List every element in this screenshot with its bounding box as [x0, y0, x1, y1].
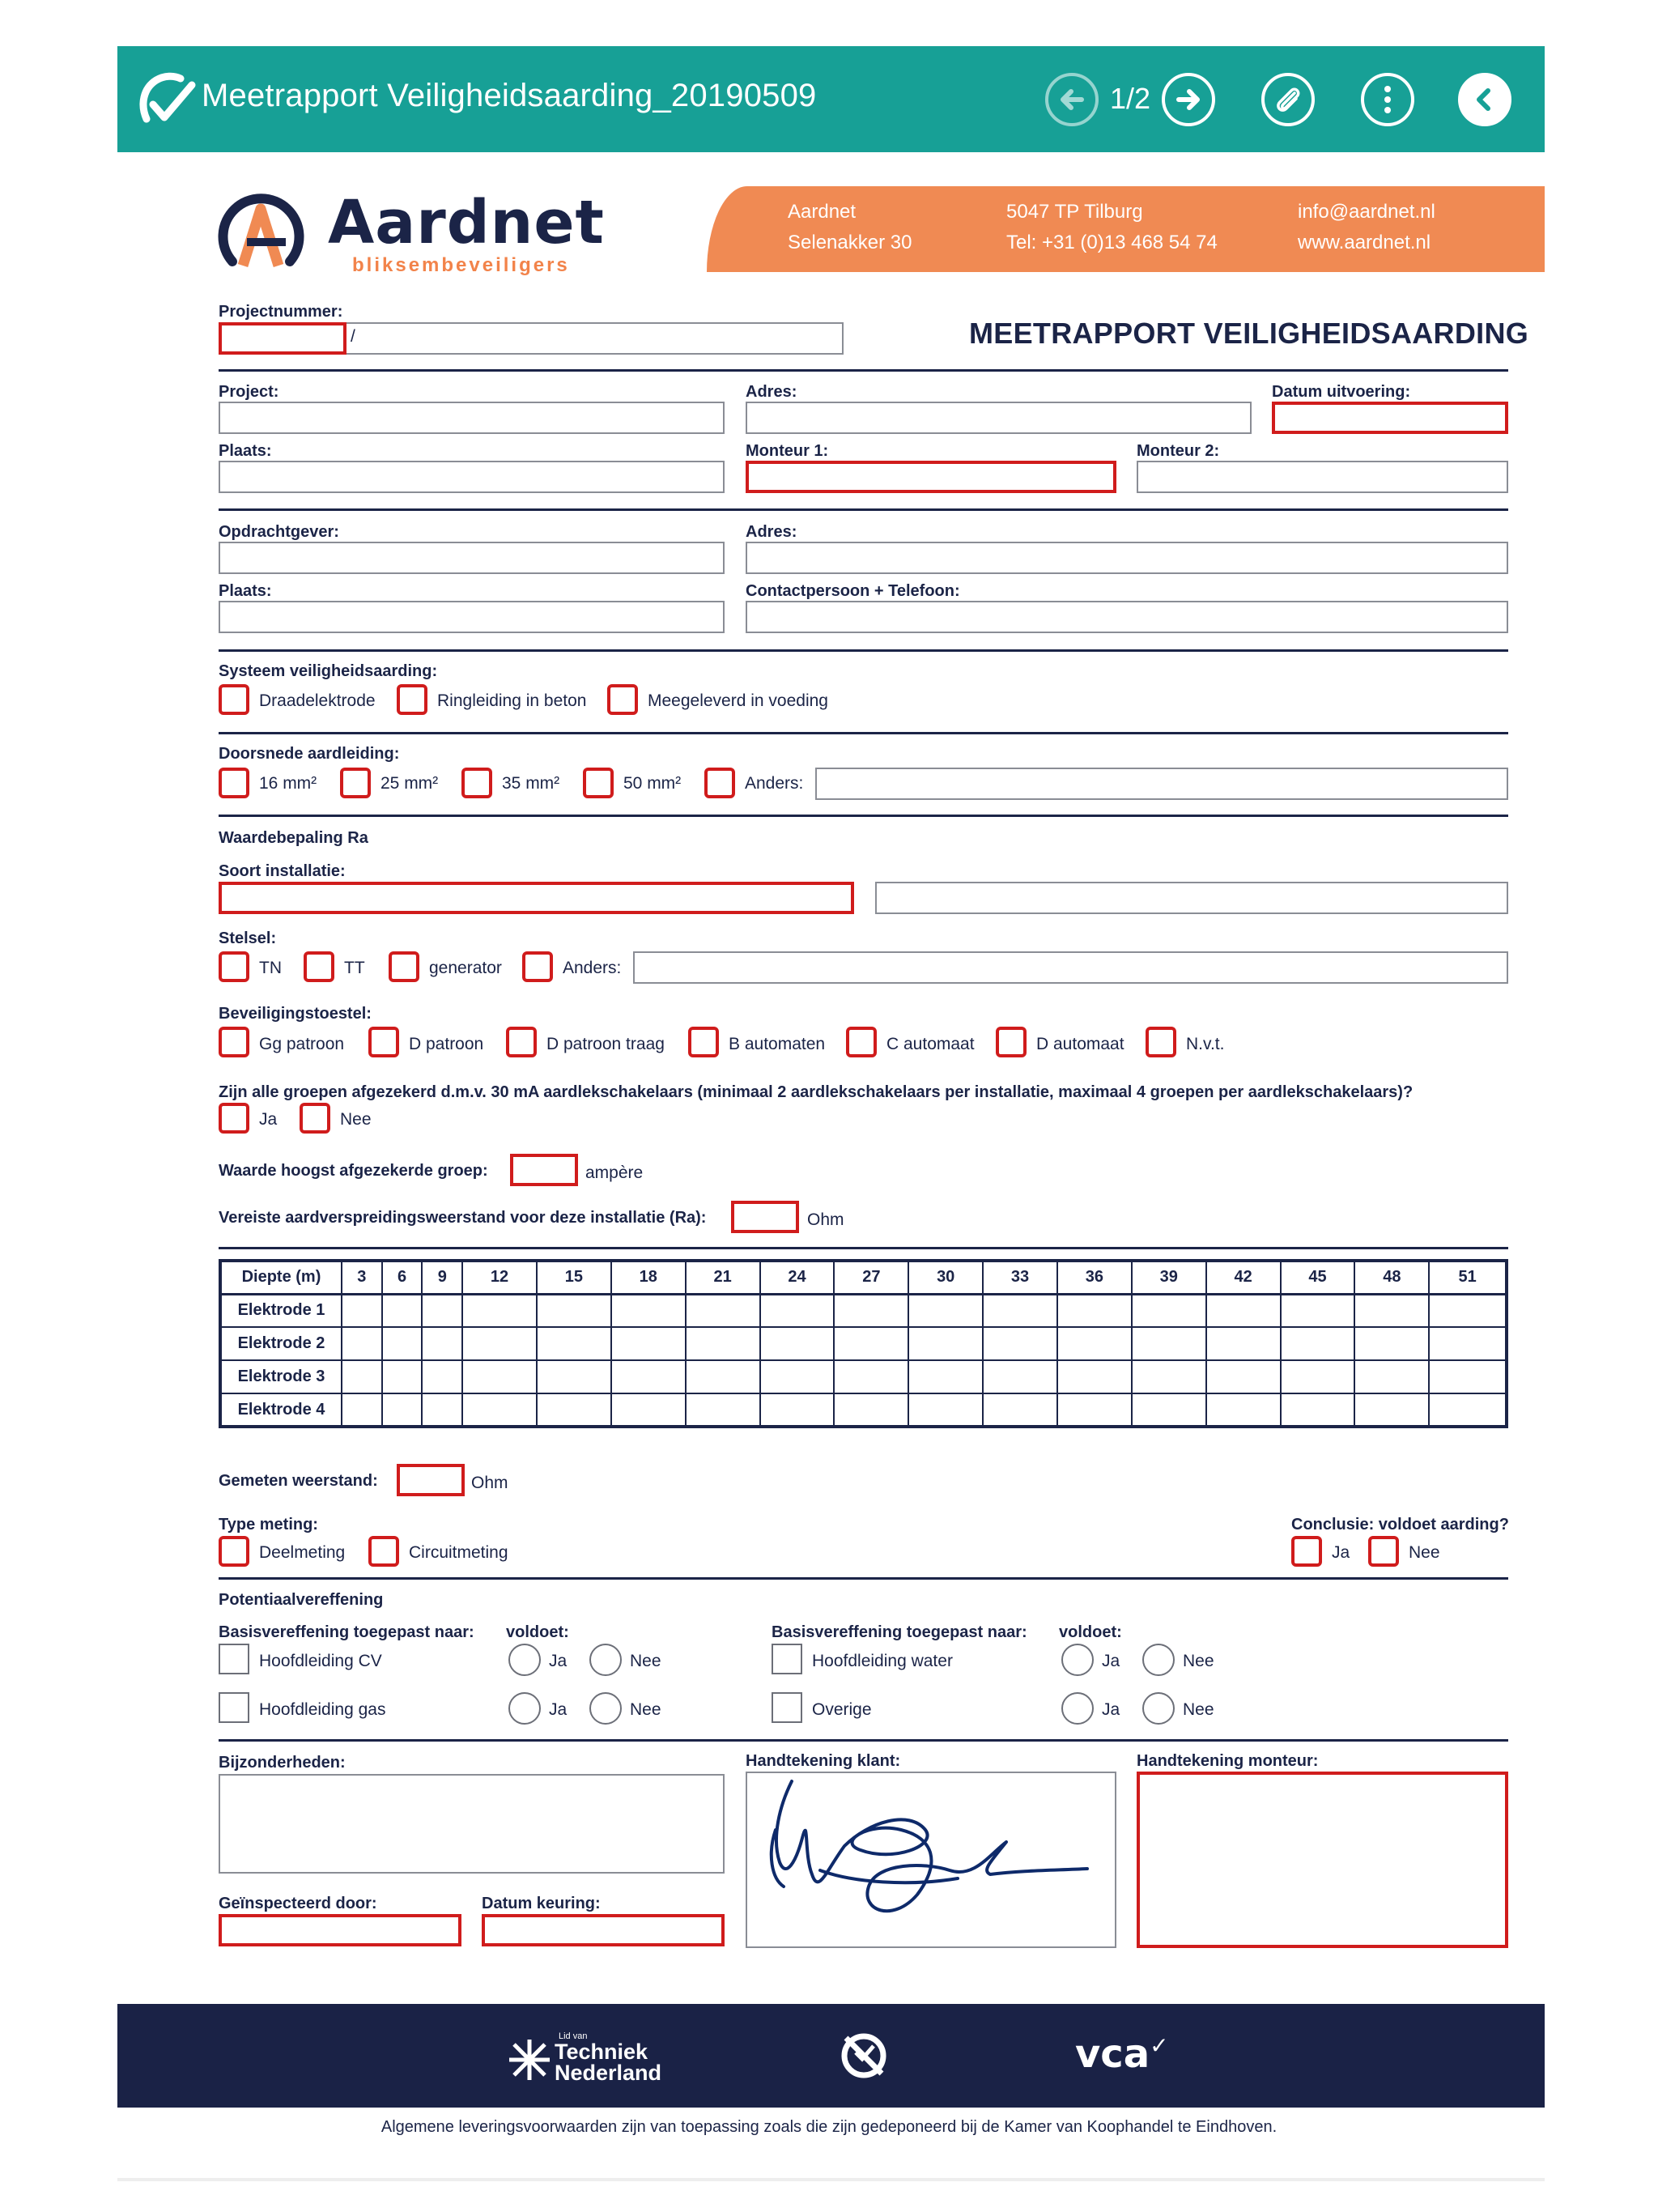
handtekening-klant-label: Handtekening klant:: [746, 1752, 901, 1770]
measurement-cell[interactable]: [537, 1393, 611, 1427]
depth-col: 9: [422, 1261, 462, 1294]
divider: [219, 649, 1508, 652]
close-button[interactable]: [1458, 73, 1511, 126]
next-page-button[interactable]: [1162, 73, 1215, 126]
more-options-button[interactable]: [1361, 73, 1414, 126]
gas-nee-radio[interactable]: [589, 1692, 622, 1725]
divider: [219, 508, 1508, 511]
hoogst-groep-field[interactable]: [510, 1154, 578, 1186]
depth-col: 48: [1354, 1261, 1429, 1294]
beveiliging-option-label: D automaat: [1036, 1035, 1124, 1053]
measurement-cell[interactable]: [1281, 1327, 1355, 1360]
doorsnede-option-label: 25 mm²: [380, 774, 439, 793]
depth-col: 3: [342, 1261, 382, 1294]
type-deelmeting-checkbox[interactable]: [219, 1536, 249, 1567]
chevron-left-icon: [1470, 85, 1499, 114]
doorsnede-35-checkbox[interactable]: [461, 768, 492, 798]
gemeten-label: Gemeten weerstand:: [219, 1472, 378, 1490]
divider: [219, 1739, 1508, 1742]
depth-col: 6: [382, 1261, 423, 1294]
measurement-cell[interactable]: [834, 1393, 908, 1427]
radio-nee-label: Nee: [1183, 1652, 1214, 1670]
measurement-cell[interactable]: [983, 1393, 1057, 1427]
signature-image: [747, 1773, 1115, 1946]
beveiliging-d-checkbox[interactable]: [368, 1027, 399, 1057]
conclusie-option-label: Ja: [1332, 1543, 1350, 1562]
measurement-cell[interactable]: [382, 1294, 423, 1327]
monteur2-field[interactable]: [1137, 461, 1508, 493]
vca-check-icon: ✓: [1150, 2032, 1169, 2059]
measurement-cell[interactable]: [1429, 1294, 1507, 1327]
measurement-cell[interactable]: [1206, 1294, 1281, 1327]
cv-ja-radio[interactable]: [508, 1644, 541, 1676]
measurement-cell[interactable]: [834, 1327, 908, 1360]
measurement-cell[interactable]: [686, 1393, 760, 1427]
depth-col: 30: [908, 1261, 983, 1294]
certification-icon: [836, 2028, 891, 2083]
monteur1-label: Monteur 1:: [746, 442, 829, 460]
datum-uitvoering-label: Datum uitvoering:: [1272, 383, 1411, 401]
table-row: [220, 1327, 1507, 1360]
conclusie-option-label: Nee: [1409, 1543, 1440, 1562]
vereiste-unit: Ohm: [807, 1210, 844, 1229]
bijzonderheden-textarea[interactable]: [219, 1774, 725, 1874]
soort-installatie-select[interactable]: [219, 882, 854, 914]
depth-col: 36: [1057, 1261, 1132, 1294]
stelsel-option-label: TN: [259, 959, 282, 977]
measurement-cell[interactable]: [611, 1327, 686, 1360]
basis-label-left: Basisvereffening toegepast naar:: [219, 1623, 474, 1641]
stelsel-option-label: TT: [344, 959, 365, 977]
soort-installatie-other-field[interactable]: [875, 882, 1508, 914]
contact-email: info@aardnet.nl: [1298, 201, 1435, 223]
beveiliging-nvt-checkbox[interactable]: [1146, 1027, 1176, 1057]
gemeten-unit: Ohm: [471, 1474, 508, 1492]
techniek-nederland-icon: [506, 2036, 553, 2083]
opdrachtgever-adres-field[interactable]: [746, 542, 1508, 574]
measurement-cell[interactable]: [1206, 1327, 1281, 1360]
measurement-cell[interactable]: [1057, 1294, 1132, 1327]
measurement-cell[interactable]: [462, 1360, 537, 1393]
measurement-cell[interactable]: [342, 1393, 382, 1427]
more-vertical-icon: [1380, 83, 1396, 116]
aardnet-logo-icon: [215, 185, 308, 278]
systeem-option-label: Ringleiding in beton: [437, 691, 587, 710]
beveiliging-d-traag-checkbox[interactable]: [506, 1027, 537, 1057]
systeem-label: Systeem veiligheidsaarding:: [219, 662, 438, 680]
divider: [219, 1247, 1508, 1249]
page-indicator: 1/2: [1110, 82, 1151, 115]
type-circuitmeting-checkbox[interactable]: [368, 1536, 399, 1567]
depth-header-label: Diepte (m): [220, 1261, 342, 1294]
measurement-cell[interactable]: [382, 1393, 423, 1427]
projectnummer-prefix-field[interactable]: [219, 322, 346, 355]
doorsnede-option-label: 35 mm²: [502, 774, 560, 793]
measurement-cell[interactable]: [686, 1360, 760, 1393]
measurement-cell[interactable]: [983, 1360, 1057, 1393]
type-meting-label: Type meting:: [219, 1516, 318, 1534]
measurement-cell[interactable]: [1132, 1360, 1206, 1393]
measurement-cell[interactable]: [1429, 1327, 1507, 1360]
divider: [219, 369, 1508, 372]
measurement-cell[interactable]: [611, 1393, 686, 1427]
tn-line1: Techniek: [555, 2040, 648, 2064]
radio-nee-label: Nee: [1183, 1700, 1214, 1719]
depth-col: 15: [537, 1261, 611, 1294]
beveiliging-c-checkbox[interactable]: [846, 1027, 877, 1057]
form-title: MEETRAPPORT VEILIGHEIDSAARDING: [969, 317, 1529, 350]
contact-city: 5047 TP Tilburg: [1006, 201, 1143, 223]
measurement-cell[interactable]: [760, 1360, 835, 1393]
systeem-option-label: Draadelektrode: [259, 691, 376, 710]
attach-button[interactable]: [1261, 73, 1315, 126]
measurement-cell[interactable]: [422, 1393, 462, 1427]
projectnummer-label: Projectnummer:: [219, 303, 343, 321]
app-header: [117, 46, 1545, 152]
beveiliging-option-label: C automaat: [886, 1035, 975, 1053]
contactpersoon-field[interactable]: [746, 601, 1508, 633]
stelsel-option-label: generator: [429, 959, 502, 977]
doorsnede-label: Doorsnede aardleiding:: [219, 745, 400, 763]
opdrachtgever-plaats-label: Plaats:: [219, 582, 272, 600]
stelsel-option-label: Anders:: [563, 959, 622, 977]
overige-ja-radio[interactable]: [1061, 1692, 1094, 1725]
groepen-nee-checkbox[interactable]: [300, 1103, 330, 1134]
electrode-label: Elektrode 1: [220, 1294, 342, 1327]
signature-klant-box[interactable]: [746, 1772, 1116, 1948]
measurement-cell[interactable]: [462, 1327, 537, 1360]
measurement-cell[interactable]: [983, 1294, 1057, 1327]
depth-col: 18: [611, 1261, 686, 1294]
systeem-option-label: Meegeleverd in voeding: [648, 691, 828, 710]
doorsnede-option-label: 16 mm²: [259, 774, 317, 793]
contact-banner: [707, 186, 1545, 272]
project-label: Project:: [219, 383, 279, 401]
measurement-cell[interactable]: [1429, 1360, 1507, 1393]
doorsnede-option-label: Anders:: [745, 774, 804, 793]
depth-col: 51: [1429, 1261, 1507, 1294]
divider: [219, 732, 1508, 734]
basis-label-right: Basisvereffening toegepast naar:: [772, 1623, 1027, 1641]
signature-monteur-box[interactable]: [1137, 1772, 1508, 1948]
stelsel-label: Stelsel:: [219, 929, 277, 947]
vca-logo: [1075, 2031, 1169, 2077]
systeem-meegeleverd-checkbox[interactable]: [607, 684, 638, 715]
soort-installatie-label: Soort installatie:: [219, 862, 346, 880]
contact-street: Selenakker 30: [788, 232, 912, 253]
beveiliging-d-automaat-checkbox[interactable]: [996, 1027, 1027, 1057]
measurement-cell[interactable]: [1206, 1393, 1281, 1427]
measurement-cell[interactable]: [908, 1393, 983, 1427]
measurement-cell[interactable]: [342, 1294, 382, 1327]
voldoet-label-left: voldoet:: [506, 1623, 569, 1641]
measurement-cell[interactable]: [908, 1327, 983, 1360]
water-nee-radio[interactable]: [1142, 1644, 1175, 1676]
measurement-cell[interactable]: [1354, 1327, 1429, 1360]
depth-col: 42: [1206, 1261, 1281, 1294]
table-row: [220, 1360, 1507, 1393]
measurement-cell[interactable]: [1206, 1360, 1281, 1393]
hoofdleiding-gas-checkbox[interactable]: [219, 1692, 249, 1723]
geinspecteerd-field[interactable]: [219, 1914, 461, 1946]
type-meting-option-label: Deelmeting: [259, 1543, 346, 1562]
depth-col: 33: [983, 1261, 1057, 1294]
measurement-cell[interactable]: [760, 1327, 835, 1360]
measurement-cell[interactable]: [537, 1294, 611, 1327]
handtekening-monteur-label: Handtekening monteur:: [1137, 1752, 1319, 1770]
adres-label: Adres:: [746, 383, 797, 401]
depth-col: 24: [760, 1261, 835, 1294]
measurement-cell[interactable]: [537, 1360, 611, 1393]
paperclip-icon: [1272, 83, 1304, 116]
groepen-option-label: Nee: [340, 1110, 372, 1129]
measurement-cell[interactable]: [342, 1327, 382, 1360]
measurement-cell[interactable]: [1281, 1294, 1355, 1327]
contact-company: Aardnet: [788, 201, 857, 223]
measurement-cell[interactable]: [686, 1294, 760, 1327]
measurement-cell[interactable]: [1132, 1327, 1206, 1360]
brand-name: Aardnet: [328, 188, 605, 257]
geinspecteerd-label: Geïnspecteerd door:: [219, 1895, 377, 1912]
bijzonderheden-label: Bijzonderheden:: [219, 1754, 346, 1772]
measurement-cell[interactable]: [760, 1294, 835, 1327]
depth-col: 27: [834, 1261, 908, 1294]
measurement-cell[interactable]: [422, 1327, 462, 1360]
type-meting-option-label: Circuitmeting: [409, 1543, 508, 1562]
radio-nee-label: Nee: [630, 1652, 661, 1670]
hoogst-groep-label: Waarde hoogst afgezekerde groep:: [219, 1162, 488, 1180]
gas-ja-radio[interactable]: [508, 1692, 541, 1725]
hoofdleiding-cv-checkbox[interactable]: [219, 1644, 249, 1674]
radio-nee-label: Nee: [630, 1700, 661, 1719]
footer-disclaimer: Algemene leveringsvoorwaarden zijn van toepassing zoals die zijn gedeponeerd bij de Kamer van Koophandel te Eindhoven.: [380, 2118, 1278, 2136]
radio-ja-label: Ja: [1102, 1652, 1120, 1670]
arrow-right-icon: [1174, 85, 1203, 114]
vca-text: vca: [1075, 2031, 1150, 2077]
beveiliging-option-label: B automaten: [729, 1035, 826, 1053]
depth-col: 21: [686, 1261, 760, 1294]
measurement-cell[interactable]: [611, 1294, 686, 1327]
measurement-cell[interactable]: [760, 1393, 835, 1427]
beveiliging-option-label: N.v.t.: [1186, 1035, 1225, 1053]
arrow-left-icon: [1057, 85, 1086, 114]
table-row: [220, 1294, 1507, 1327]
stelsel-anders-checkbox[interactable]: [522, 951, 553, 982]
previous-page-button[interactable]: [1045, 73, 1099, 126]
measurement-cell[interactable]: [983, 1327, 1057, 1360]
page-bottom-line: [117, 2178, 1545, 2181]
projectnummer-separator: /: [351, 327, 355, 346]
measurement-cell[interactable]: [1354, 1294, 1429, 1327]
voldoet-label-right: voldoet:: [1059, 1623, 1122, 1641]
depth-table-header-row: [220, 1261, 1507, 1294]
groepen-ja-checkbox[interactable]: [219, 1103, 249, 1134]
measurement-cell[interactable]: [1429, 1393, 1507, 1427]
opdrachtgever-label: Opdrachtgever:: [219, 523, 339, 541]
beveiliging-label: Beveiligingstoestel:: [219, 1005, 372, 1023]
datum-keuring-label: Datum keuring:: [482, 1895, 601, 1912]
doorsnede-16-checkbox[interactable]: [219, 768, 249, 798]
depth-col: 12: [462, 1261, 537, 1294]
hoofdleiding-water-label: Hoofdleiding water: [812, 1652, 953, 1670]
beveiliging-option-label: Gg patroon: [259, 1035, 345, 1053]
stelsel-tt-checkbox[interactable]: [304, 951, 334, 982]
radio-ja-label: Ja: [549, 1700, 568, 1719]
opdrachtgever-field[interactable]: [219, 542, 725, 574]
measurement-cell[interactable]: [1057, 1327, 1132, 1360]
beveiliging-gg-checkbox[interactable]: [219, 1027, 249, 1057]
document-title: Meetrapport Veiligheidsaarding_20190509: [202, 78, 817, 113]
measurement-cell[interactable]: [462, 1294, 537, 1327]
depth-table: [219, 1259, 1508, 1428]
doorsnede-anders-checkbox[interactable]: [704, 768, 735, 798]
systeem-draadelektrode-checkbox[interactable]: [219, 684, 249, 715]
depth-col: 39: [1132, 1261, 1206, 1294]
measurement-cell[interactable]: [1057, 1360, 1132, 1393]
divider: [219, 1577, 1508, 1580]
measurement-cell[interactable]: [611, 1360, 686, 1393]
contact-phone: Tel: +31 (0)13 468 54 74: [1006, 232, 1218, 253]
measurement-cell[interactable]: [1281, 1393, 1355, 1427]
tn-small-text: Lid van: [559, 2031, 588, 2041]
measurement-cell[interactable]: [1132, 1393, 1206, 1427]
electrode-label: Elektrode 4: [220, 1393, 342, 1427]
systeem-ringleiding-checkbox[interactable]: [397, 684, 427, 715]
opdrachtgever-plaats-field[interactable]: [219, 601, 725, 633]
beveiliging-b-checkbox[interactable]: [688, 1027, 719, 1057]
measurement-cell[interactable]: [686, 1327, 760, 1360]
overige-checkbox[interactable]: [772, 1692, 802, 1723]
cv-nee-radio[interactable]: [589, 1644, 622, 1676]
measurement-cell[interactable]: [1281, 1360, 1355, 1393]
radio-ja-label: Ja: [1102, 1700, 1120, 1719]
doorsnede-25-checkbox[interactable]: [340, 768, 371, 798]
water-ja-radio[interactable]: [1061, 1644, 1094, 1676]
doorsnede-option-label: 50 mm²: [623, 774, 682, 793]
electrode-label: Elektrode 3: [220, 1360, 342, 1393]
measurement-cell[interactable]: [908, 1360, 983, 1393]
measurement-cell[interactable]: [1132, 1294, 1206, 1327]
depth-col: 45: [1281, 1261, 1355, 1294]
adres-field[interactable]: [746, 402, 1252, 434]
measurement-cell[interactable]: [342, 1360, 382, 1393]
plaats-field[interactable]: [219, 461, 725, 493]
table-row: [220, 1393, 1507, 1427]
conclusie-ja-checkbox[interactable]: [1291, 1536, 1322, 1567]
monteur2-label: Monteur 2:: [1137, 442, 1220, 460]
plaats-label: Plaats:: [219, 442, 272, 460]
doorsnede-50-checkbox[interactable]: [583, 768, 614, 798]
overige-nee-radio[interactable]: [1142, 1692, 1175, 1725]
project-field[interactable]: [219, 402, 725, 434]
vereiste-label: Vereiste aardverspreidingsweerstand voor deze installatie (Ra):: [219, 1209, 707, 1227]
measurement-cell[interactable]: [1354, 1393, 1429, 1427]
doorsnede-anders-field[interactable]: [815, 768, 1508, 800]
datum-uitvoering-field[interactable]: [1272, 402, 1508, 434]
measurement-cell[interactable]: [382, 1360, 423, 1393]
hoofdleiding-gas-label: Hoofdleiding gas: [259, 1700, 386, 1719]
conclusie-nee-checkbox[interactable]: [1368, 1536, 1399, 1567]
contactpersoon-label: Contactpersoon + Telefoon:: [746, 582, 960, 600]
groepen-option-label: Ja: [259, 1110, 278, 1129]
measurement-cell[interactable]: [462, 1393, 537, 1427]
contact-website: www.aardnet.nl: [1298, 232, 1431, 253]
vereiste-field[interactable]: [731, 1201, 799, 1233]
monteur1-field[interactable]: [746, 461, 1116, 493]
tn-line2: Nederland: [555, 2061, 662, 2085]
measurement-cell[interactable]: [834, 1294, 908, 1327]
hoofdleiding-water-checkbox[interactable]: [772, 1644, 802, 1674]
beveiliging-option-label: D patroon traag: [546, 1035, 665, 1053]
measurement-cell[interactable]: [422, 1294, 462, 1327]
check-logo-icon: [135, 69, 198, 132]
stelsel-tn-checkbox[interactable]: [219, 951, 249, 982]
measurement-cell[interactable]: [908, 1294, 983, 1327]
measurement-cell[interactable]: [422, 1360, 462, 1393]
measurement-cell[interactable]: [834, 1360, 908, 1393]
stelsel-generator-checkbox[interactable]: [389, 951, 419, 982]
datum-keuring-field[interactable]: [482, 1914, 725, 1946]
form-document: [117, 152, 1545, 2014]
groepen-question: Zijn alle groepen afgezekerd d.m.v. 30 mA aardlekschakelaars (minimaal 2 aardlekschakelaars per installatie, maximaal 4 groepen per aardlekschakelaars)?: [219, 1083, 1414, 1101]
brand-tagline: bliksembeveiligers: [352, 254, 570, 276]
electrode-label: Elektrode 2: [220, 1327, 342, 1360]
hoofdleiding-cv-label: Hoofdleiding CV: [259, 1652, 382, 1670]
beveiliging-option-label: D patroon: [409, 1035, 484, 1053]
opdrachtgever-adres-label: Adres:: [746, 523, 797, 541]
hoogst-groep-unit: ampère: [585, 1163, 644, 1182]
potentiaal-heading: Potentiaalvereffening: [219, 1591, 384, 1609]
overige-label: Overige: [812, 1700, 872, 1719]
measurement-cell[interactable]: [382, 1327, 423, 1360]
measurement-cell[interactable]: [1057, 1393, 1132, 1427]
divider: [219, 815, 1508, 817]
footer-bar: [117, 2004, 1545, 2108]
stelsel-anders-field[interactable]: [633, 951, 1508, 984]
measurement-cell[interactable]: [537, 1327, 611, 1360]
waardebepaling-heading: Waardebepaling Ra: [219, 829, 368, 847]
radio-ja-label: Ja: [549, 1652, 568, 1670]
measurement-cell[interactable]: [1354, 1360, 1429, 1393]
conclusie-label: Conclusie: voldoet aarding?: [1291, 1516, 1509, 1534]
gemeten-field[interactable]: [397, 1464, 465, 1496]
